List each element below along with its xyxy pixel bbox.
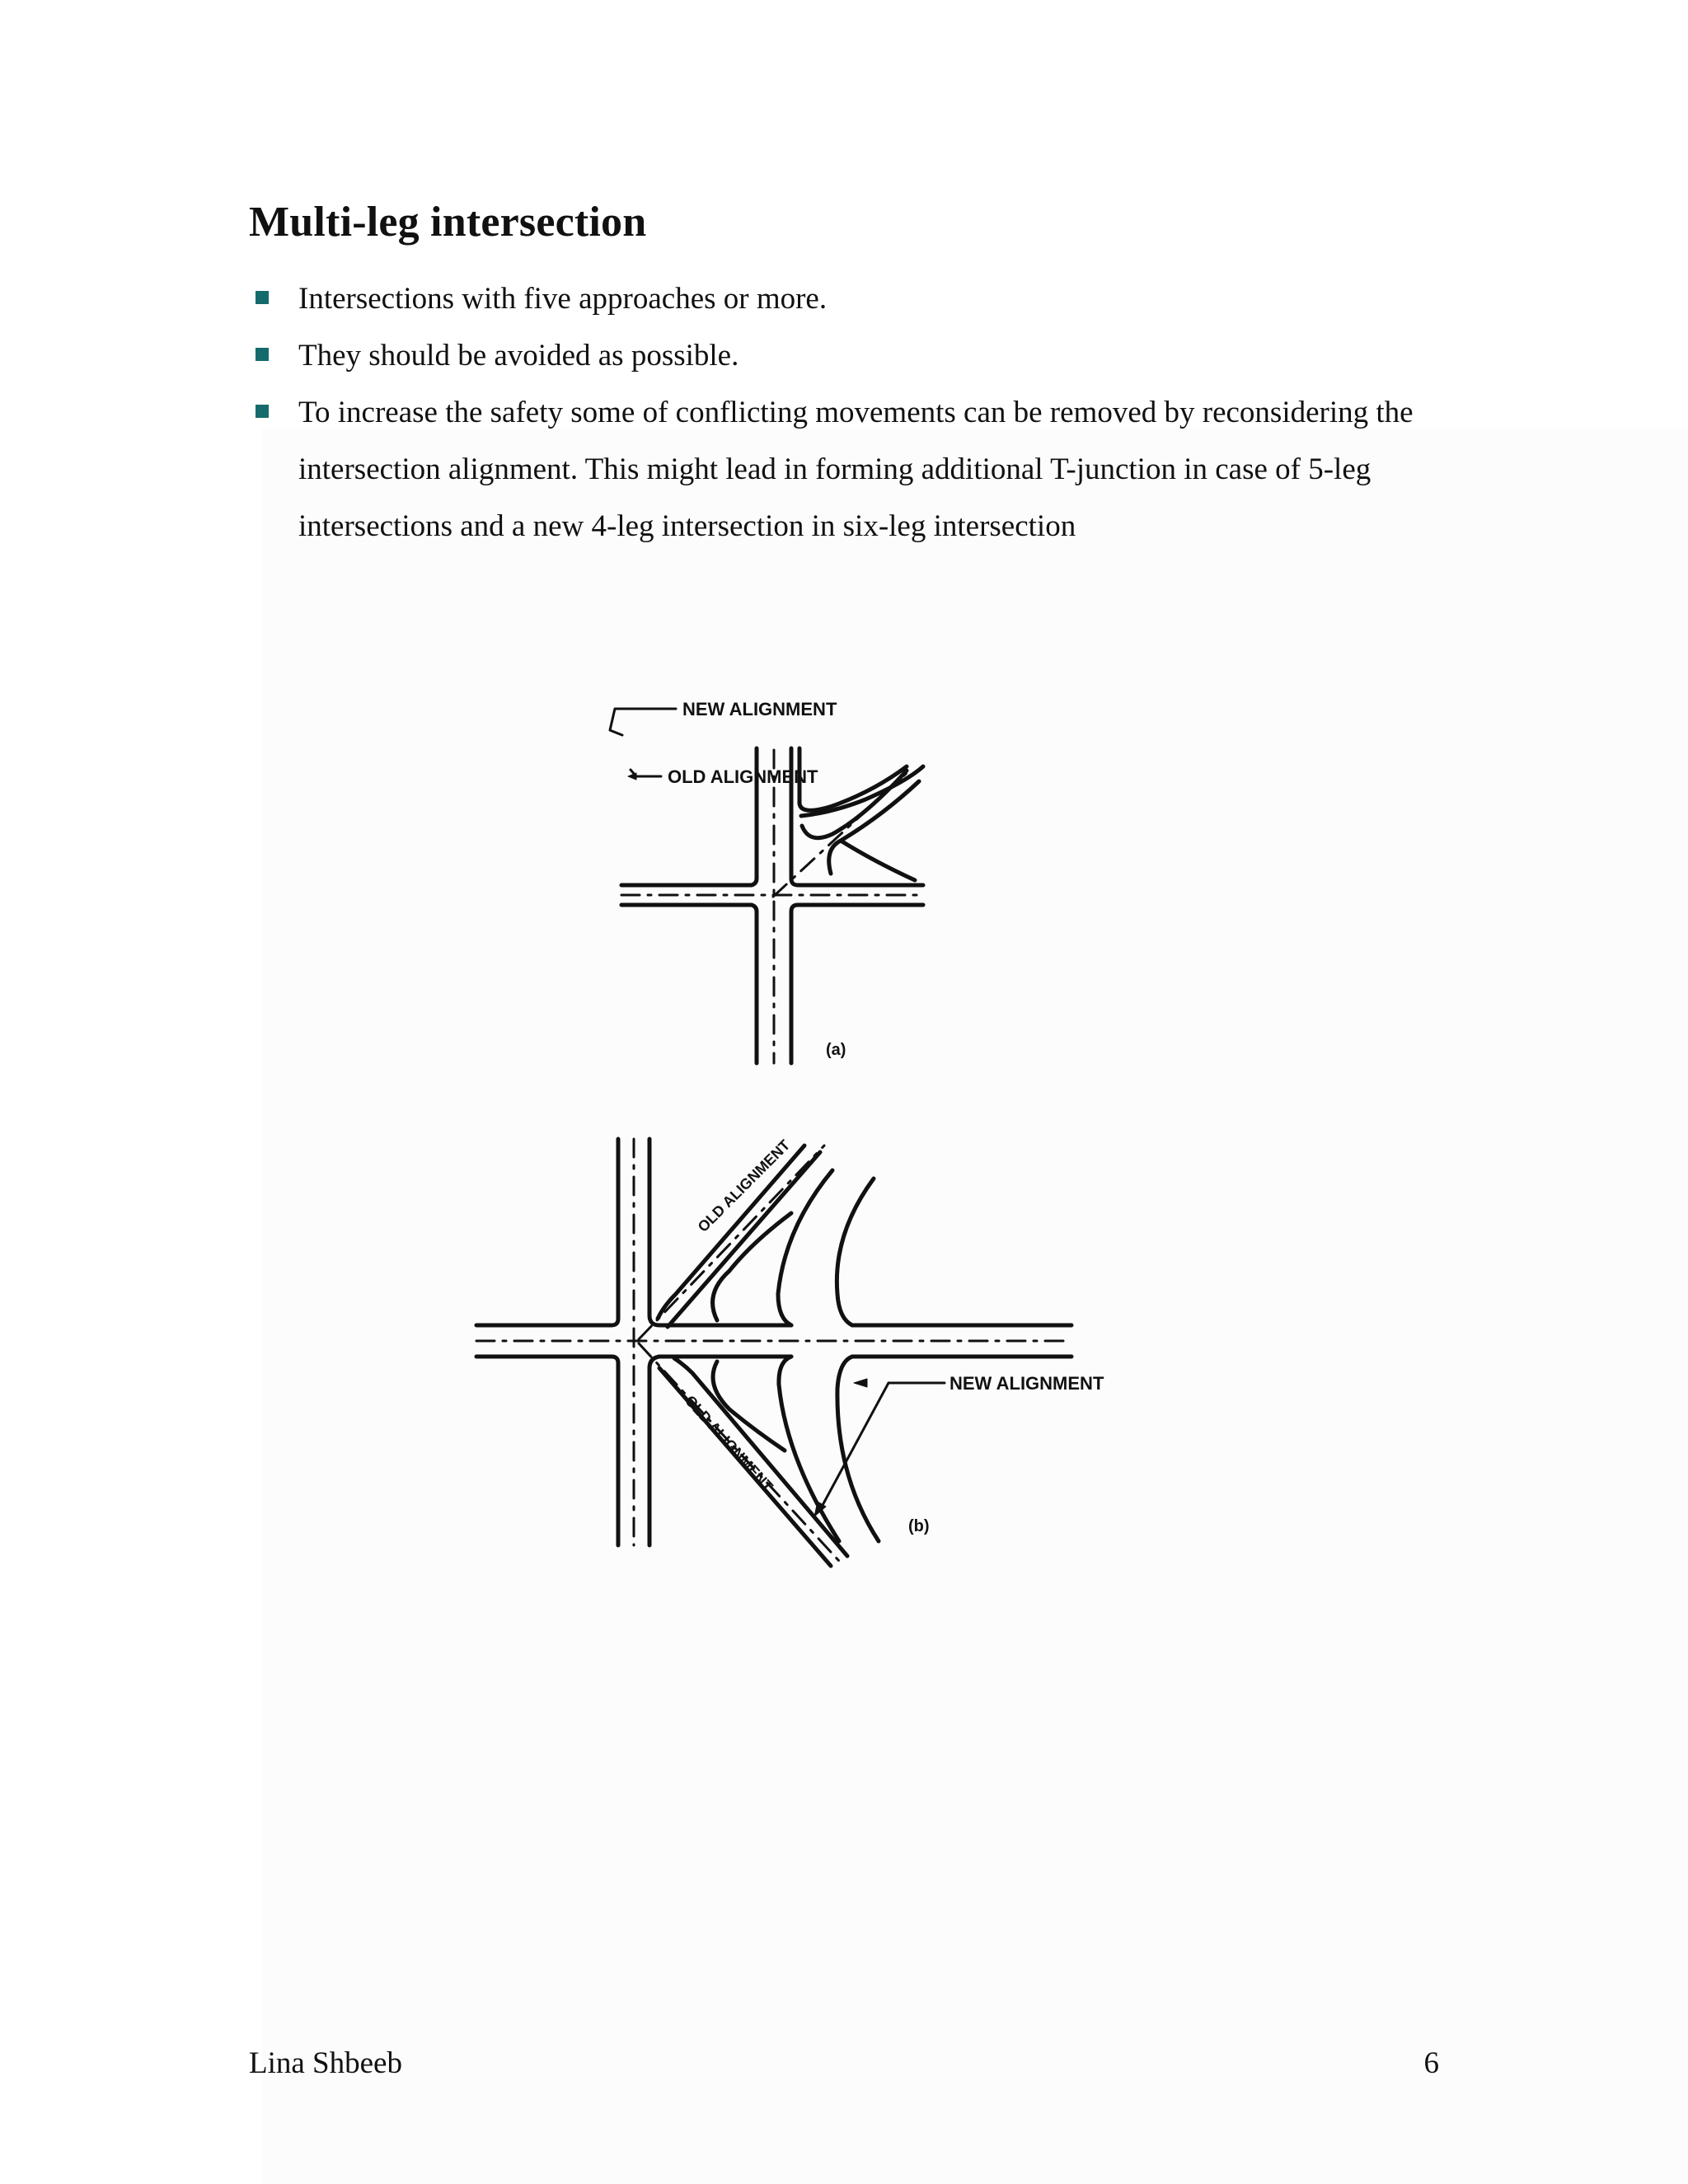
- label-new-alignment-b: NEW ALIGNMENT: [950, 1373, 1104, 1394]
- caption-b: (b): [908, 1517, 930, 1535]
- bullet-text: Intersections with five approaches or more.: [298, 282, 828, 316]
- bullet-text: To increase the safety some of conflicting movements can be removed by reconsidering the intersection alignment. This might lead in forming additional T-junction in case of 5-leg intersections and a new 4-leg intersection in six-leg intersection: [298, 396, 1414, 543]
- caption-a: (a): [826, 1041, 846, 1059]
- page-heading: Multi-leg intersection: [249, 199, 647, 246]
- label-new-alignment-a: NEW ALIGNMENT: [682, 699, 837, 719]
- bullet-text: They should be avoided as possible.: [298, 339, 739, 373]
- square-bullet-icon: [256, 348, 269, 361]
- label-old-alignment-b-upper: OLD ALIGNMENT: [694, 1137, 794, 1235]
- page-number: 6: [1423, 2046, 1439, 2080]
- label-old-alignment-b-lower: OLD ALIGNMENT: [682, 1392, 776, 1495]
- footer-author: Lina Shbeeb: [249, 2046, 402, 2080]
- diagram-a: [610, 709, 923, 1063]
- bullet-list: [249, 270, 1436, 555]
- intersection-figure: [445, 684, 1187, 1574]
- diagram-b: [476, 1139, 1071, 1566]
- label-old-alignment-a: OLD ALIGNMENT: [668, 766, 818, 787]
- bullet-item: [249, 270, 1436, 327]
- square-bullet-icon: [256, 405, 269, 418]
- bullet-item: [249, 327, 1436, 384]
- bullet-item: [249, 384, 1436, 555]
- square-bullet-icon: [256, 291, 269, 304]
